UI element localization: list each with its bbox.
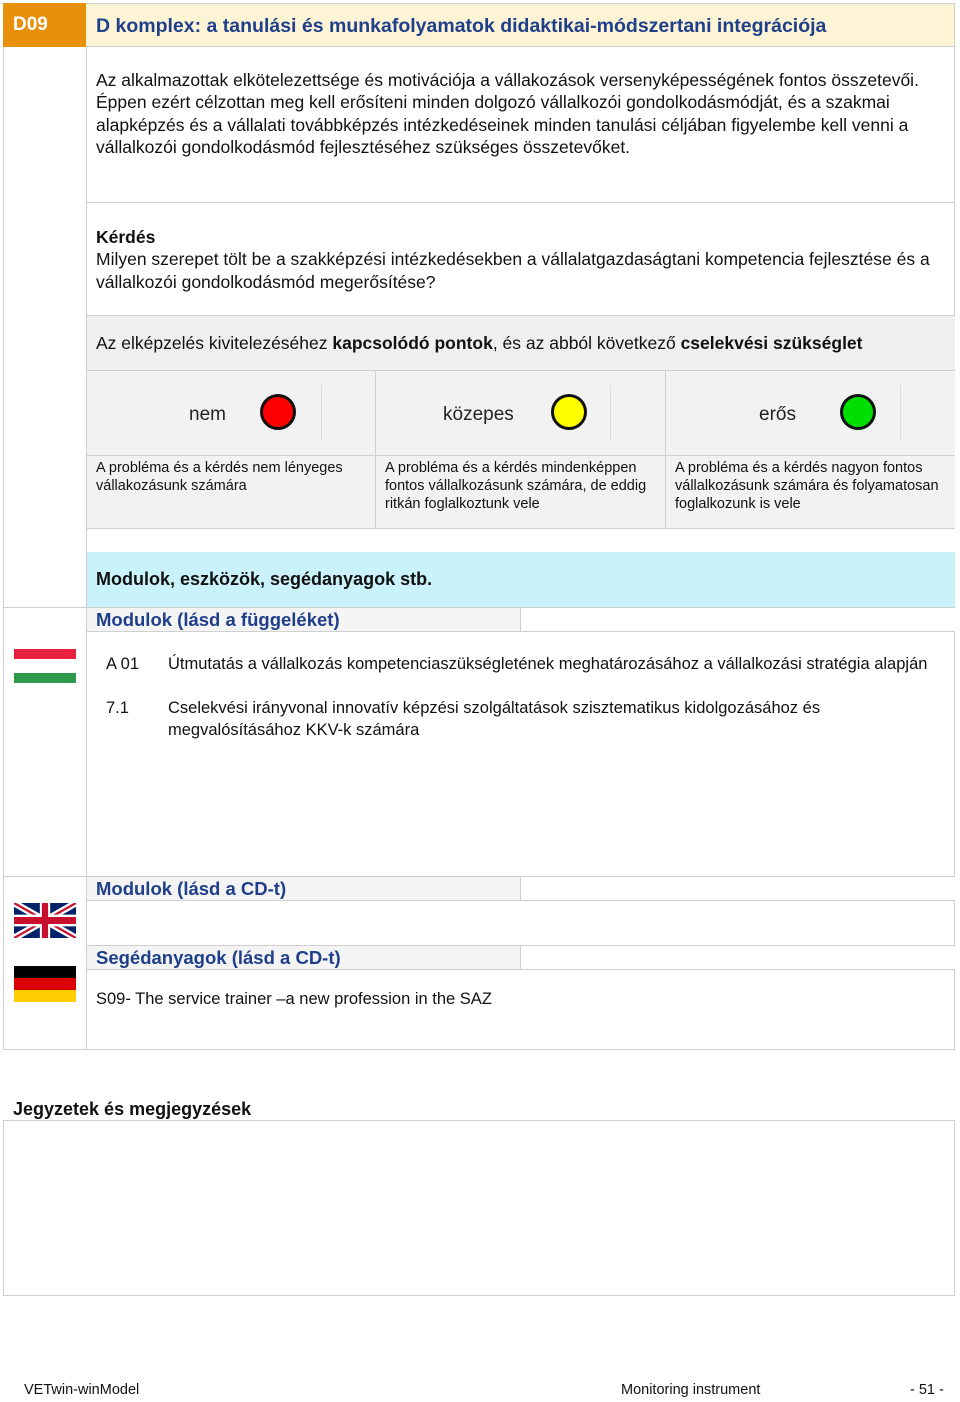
heading-spacer <box>521 945 955 970</box>
hungary-flag-icon <box>14 649 76 683</box>
level-description-medium: A probléma és a kérdés mindenképpen fontos vállalkozásunk számára, de eddig ritkán foglalkoztunk vele <box>376 455 666 528</box>
level-label-medium: közepes <box>443 404 514 425</box>
intro-paragraph: Az alkalmazottak elkötelezettsége és motivációja a vállakozások versenyképességének fontos összetevői. Éppen ezért célzottan meg kell erősíteni minden dolgozó vállalkozói gondolkodásmódját, és a szakmai alapképzés és a vállalati továbbképzés intézkedéseinek minden tanulási céljában figyelembe kell venni a vállalkozói gondolkodásmód fejlesztéséhez szükséges összetevőket. <box>96 70 919 158</box>
divider <box>610 385 611 441</box>
spacer <box>87 528 955 552</box>
left-flag-column <box>3 47 87 1050</box>
heading-spacer <box>521 607 955 632</box>
yellow-light-icon[interactable] <box>551 394 587 430</box>
list-item <box>106 697 926 741</box>
cd-modules-heading: Modulok (lásd a CD-t) <box>87 876 521 901</box>
level-cell-high[interactable] <box>666 371 955 455</box>
divider <box>87 202 955 203</box>
question-text: Milyen szerepet tölt be a szakképzési intézkedésekben a vállalatgazdaságtani kompetencia fejlesztése és a vállalkozói gondolkodásmód megerősítése? <box>96 249 930 292</box>
question-label: Kérdés <box>96 227 156 247</box>
divider <box>321 385 322 441</box>
page-number: - 51 - <box>910 1382 944 1398</box>
module-code: D09 <box>3 3 86 47</box>
list-item <box>106 653 926 697</box>
page-title: D komplex: a tanulási és munkafolyamatok didaktikai-módszertani integrációja <box>86 3 955 47</box>
indicator-heading <box>87 315 955 371</box>
question-block <box>96 226 946 293</box>
green-light-icon[interactable] <box>840 394 876 430</box>
indicator-prefix: Az elképzelés kivitelezéséhez <box>96 333 333 353</box>
module-code-item: A 01 <box>106 655 140 673</box>
aux-material-item: S09- The service trainer –a new profession in the SAZ <box>96 990 492 1008</box>
level-cell-low[interactable] <box>87 371 376 455</box>
uk-flag-icon <box>14 903 76 938</box>
footer-left: VETwin-winModel <box>24 1382 140 1398</box>
red-light-icon[interactable] <box>260 394 296 430</box>
level-description-high: A probléma és a kérdés nagyon fontos vállalkozásunk számára és folyamatosan foglalkozunk is vele <box>666 455 955 528</box>
notes-box[interactable] <box>3 1120 955 1296</box>
level-label-high: erős <box>759 404 796 425</box>
heading-spacer <box>521 876 955 901</box>
notes-title: Jegyzetek és megjegyzések <box>13 1099 252 1119</box>
appendix-modules-heading: Modulok (lásd a függeléket) <box>87 607 521 632</box>
module-text-item: Útmutatás a vállalkozás kompetenciaszükségletének meghatározásához a vállalkozási stratégia alapján <box>168 655 928 673</box>
indicator-bold-2: cselekvési szükséglet <box>680 333 863 353</box>
level-cell-medium[interactable] <box>376 371 666 455</box>
module-code-item: 7.1 <box>106 699 129 717</box>
footer-center: Monitoring instrument <box>621 1382 761 1398</box>
aux-materials-heading: Segédanyagok (lásd a CD-t) <box>87 945 521 970</box>
level-description-low: A probléma és a kérdés nem lényeges vállakozásunk számára <box>87 455 376 528</box>
divider <box>900 385 901 441</box>
module-text-item: Cselekvési irányvonal innovatív képzési szolgáltatások szisztematikus kidolgozásához és megvalósításához KKV-k számára <box>168 699 821 739</box>
indicator-bold-1: kapcsolódó pontok <box>332 333 493 353</box>
germany-flag-icon <box>14 966 76 1002</box>
level-label-low: nem <box>189 404 226 425</box>
indicator-middle: , és az abból következő <box>492 333 681 353</box>
modules-section-title: Modulok, eszközök, segédanyagok stb. <box>87 552 955 607</box>
